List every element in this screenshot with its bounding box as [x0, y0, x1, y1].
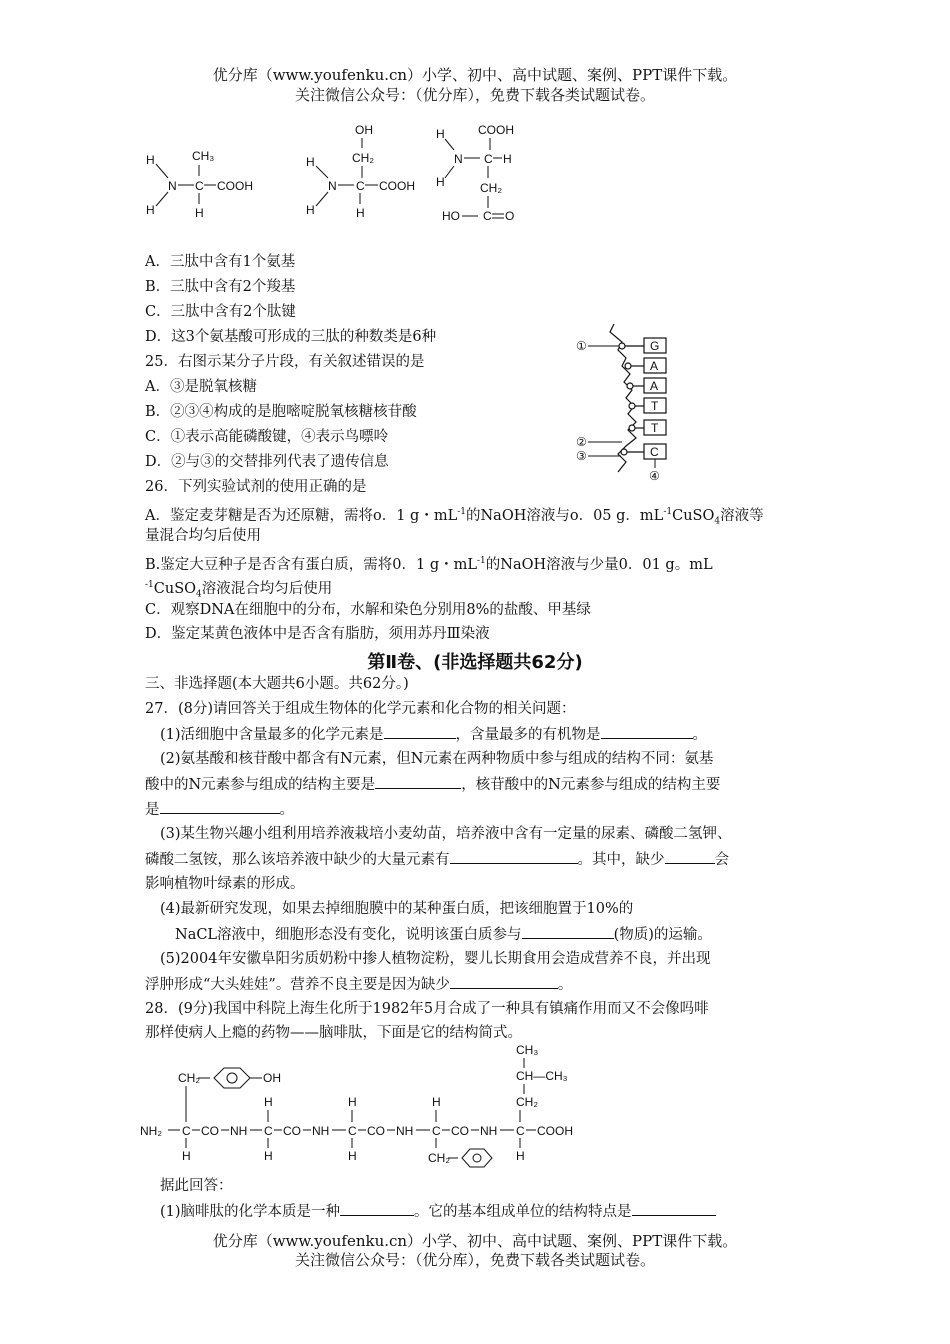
footer-line-1: 优分库（www.youfenku.cn）小学、初中、高中试题、案例、PPT课件下载。: [212, 1232, 738, 1250]
svg-text:H: H: [348, 1149, 357, 1163]
svg-text:N: N: [168, 179, 177, 193]
svg-text:H: H: [264, 1149, 273, 1163]
q27-part-2-line3: 是 。: [145, 799, 294, 820]
q24-option-a: A．三肽中含有1个氨基: [145, 254, 296, 270]
q25-option-a: A．③是脱氧核糖: [145, 379, 257, 395]
q28-part-1: (1)脑啡肽的化学本质是一种 。它的基本组成单位的结构特点是: [160, 1201, 716, 1222]
q28-answer-intro: 据此回答：: [160, 1178, 233, 1194]
q27-part-2-line2: 酸中的N元素参与组成的结构主要是 ，核苷酸中的N元素参与组成的结构主要: [145, 774, 720, 795]
q28-stem-line2: 那样使病人上瘾的药物——脑啡肽，下面是它的结构简式。: [145, 1025, 522, 1041]
svg-text:CH₂: CH₂: [352, 151, 374, 165]
section-2-title: 第Ⅱ卷、(非选择题共62分): [367, 652, 583, 673]
svg-text:N: N: [328, 179, 337, 193]
enkephalin-structure: [140, 1040, 600, 1170]
label-1: ①: [576, 339, 587, 353]
svg-text:CH₂: CH₂: [480, 181, 502, 195]
svg-text:OH: OH: [355, 123, 373, 137]
label-3: ③: [576, 449, 587, 463]
svg-text:H: H: [195, 206, 204, 220]
q25-stem: 25．右图示某分子片段，有关叙述错误的是: [145, 354, 425, 370]
svg-text:NH: NH: [396, 1124, 414, 1138]
svg-text:H: H: [306, 203, 315, 217]
svg-text:COOH: COOH: [379, 179, 415, 193]
svg-text:CO: CO: [283, 1124, 301, 1138]
q27-part-4-line1: (4)最新研究发现，如果去掉细胞膜中的某种蛋白质，把该细胞置于10%的: [160, 901, 634, 917]
header-line-2: 关注微信公众号：（优分库），免费下载各类试题试卷。: [294, 86, 655, 104]
svg-text:COOH: COOH: [478, 123, 514, 137]
svg-text:NH: NH: [312, 1124, 330, 1138]
svg-text:C: C: [484, 152, 493, 166]
dna-fragment-diagram: [572, 320, 702, 490]
svg-text:CO: CO: [367, 1124, 385, 1138]
label-2: ②: [576, 435, 587, 449]
svg-text:CH₂: CH₂: [516, 1095, 538, 1109]
svg-text:H: H: [306, 155, 315, 169]
svg-text:COOH: COOH: [537, 1124, 573, 1138]
svg-text:CH₃: CH₃: [192, 149, 215, 163]
q24-option-b: B．三肽中含有2个羧基: [145, 279, 296, 295]
svg-text:H: H: [436, 127, 445, 141]
header-line-1: 优分库（www.youfenku.cn）小学、初中、高中试题、案例、PPT课件下载。: [212, 66, 738, 84]
q27-part-5-line1: (5)2004年安徽阜阳劣质奶粉中掺人植物淀粉，婴儿长期食用会造成营养不良，并出现: [160, 951, 711, 967]
q26-option-a-line1: A．鉴定麦芽糖是否为还原糖，需将o．1 g・$mL^{-1}$的NaOH溶液与o．05 g．$mL^{-1}CuSO_4$溶液等: [145, 507, 764, 527]
svg-text:H: H: [436, 175, 445, 189]
svg-text:CH—CH₃: CH—CH₃: [516, 1069, 568, 1083]
serine-structure: [306, 123, 415, 220]
aspartic-acid-structure: [436, 123, 514, 223]
svg-text:H: H: [264, 1095, 273, 1109]
svg-text:H: H: [432, 1095, 441, 1109]
q27-part-3-line1: (3)某生物兴趣小组利用培养液栽培小麦幼苗，培养液中含有一定量的尿素、磷酸二氢钾、: [160, 826, 732, 842]
base-c: C: [650, 445, 659, 459]
q26-stem: 26．下列实验试剂的使用正确的是: [145, 479, 367, 495]
section-2-intro: 三、非选择题(本大题共6小题。共62分。): [145, 676, 409, 692]
label-4: ④: [649, 469, 660, 483]
q25-option-c: C．①表示高能磷酸键，④表示鸟嘌呤: [145, 429, 389, 445]
q28-stem-line1: 28．(9分)我国中科院上海生化所于1982年5月合成了一种具有镇痛作用而又不会像吗啡: [145, 1001, 709, 1017]
svg-text:C: C: [264, 1124, 273, 1138]
base-g: G: [650, 339, 660, 353]
svg-text:COOH: COOH: [217, 179, 253, 193]
svg-text:C: C: [182, 1124, 191, 1138]
svg-text:H: H: [348, 1095, 357, 1109]
svg-text:HO: HO: [442, 209, 460, 223]
footer-line-2: 关注微信公众号：（优分库），免费下载各类试题试卷。: [294, 1251, 655, 1269]
svg-text:CO: CO: [451, 1124, 469, 1138]
svg-text:NH₂: NH₂: [140, 1124, 162, 1138]
svg-text:C: C: [483, 209, 492, 223]
q24-option-c: C．三肽中含有2个肽键: [145, 304, 296, 320]
svg-text:O: O: [505, 209, 515, 223]
svg-text:CH₂: CH₂: [178, 1071, 200, 1085]
svg-text:H: H: [146, 203, 155, 217]
q27-part-3-line2: 磷酸二氢铵，那么该培养液中缺少的大量元素有 。其中，缺少 会: [145, 849, 729, 870]
svg-text:H: H: [503, 152, 512, 166]
svg-text:H: H: [516, 1149, 525, 1163]
q27-part-3-line3: 影响植物叶绿素的形成。: [145, 876, 305, 892]
svg-text:C: C: [356, 179, 365, 193]
svg-text:C: C: [432, 1124, 441, 1138]
svg-text:CH₃: CH₃: [516, 1043, 539, 1057]
base-t-1: T: [651, 399, 659, 413]
q24-option-d: D．这3个氨基酸可形成的三肽的种数类是6种: [145, 329, 437, 345]
base-t-2: T: [651, 421, 659, 435]
q25-option-b: B．②③④构成的是胞嘧啶脱氧核糖核苷酸: [145, 404, 417, 420]
alanine-structure: [146, 149, 253, 220]
svg-text:CH₂: CH₂: [428, 1151, 450, 1165]
svg-text:C: C: [516, 1124, 525, 1138]
svg-text:OH: OH: [263, 1071, 281, 1085]
svg-text:H: H: [182, 1149, 191, 1163]
svg-text:H: H: [146, 153, 155, 167]
svg-text:H: H: [356, 206, 365, 220]
q25-option-d: D．②与③的交替排列代表了遗传信息: [145, 454, 389, 470]
q27-stem: 27．(8分)请回答关于组成生物体的化学元素和化合物的相关问题：: [145, 701, 576, 717]
q26-option-c: C．观察DNA在细胞中的分布，水解和染色分别用8%的盐酸、甲基绿: [145, 602, 591, 618]
q27-part-2-line1: (2)氨基酸和核苷酸中都含有N元素，但N元素在两种物质中参与组成的结构不同：氨基: [160, 751, 714, 767]
amino-acid-structures: [140, 120, 540, 230]
q26-option-d: D．鉴定某黄色液体中是否含有脂肪，须用苏丹Ⅲ染液: [145, 626, 490, 642]
q27-part-4-line2: NaCL溶液中，细胞形态没有变化，说明该蛋白质参与 (物质)的运输。: [175, 924, 712, 945]
base-a-2: A: [650, 379, 659, 393]
svg-text:CO: CO: [201, 1124, 219, 1138]
q26-option-b-line2: $^{-1}$CuSO$_4$溶液混合均匀后使用: [145, 580, 333, 600]
base-a-1: A: [650, 359, 659, 373]
svg-text:N: N: [454, 152, 463, 166]
svg-text:C: C: [348, 1124, 357, 1138]
svg-text:NH: NH: [480, 1124, 498, 1138]
svg-text:NH: NH: [230, 1124, 248, 1138]
q26-option-a-line2: 量混合均匀后使用: [145, 528, 261, 544]
q27-part-5-line2: 浮肿形成“大头娃娃”。营养不良主要是因为缺少 。: [145, 974, 572, 995]
svg-text:C: C: [195, 179, 204, 193]
q27-part-1: (1)活细胞中含量最多的化学元素是 ，含量最多的有机物是 。: [160, 724, 707, 745]
q26-option-b-line1: B.鉴定大豆种子是否含有蛋白质，需将0．1 g・$mL^{-1}$的NaOH溶液与少量0．01 g。mL: [145, 556, 713, 573]
